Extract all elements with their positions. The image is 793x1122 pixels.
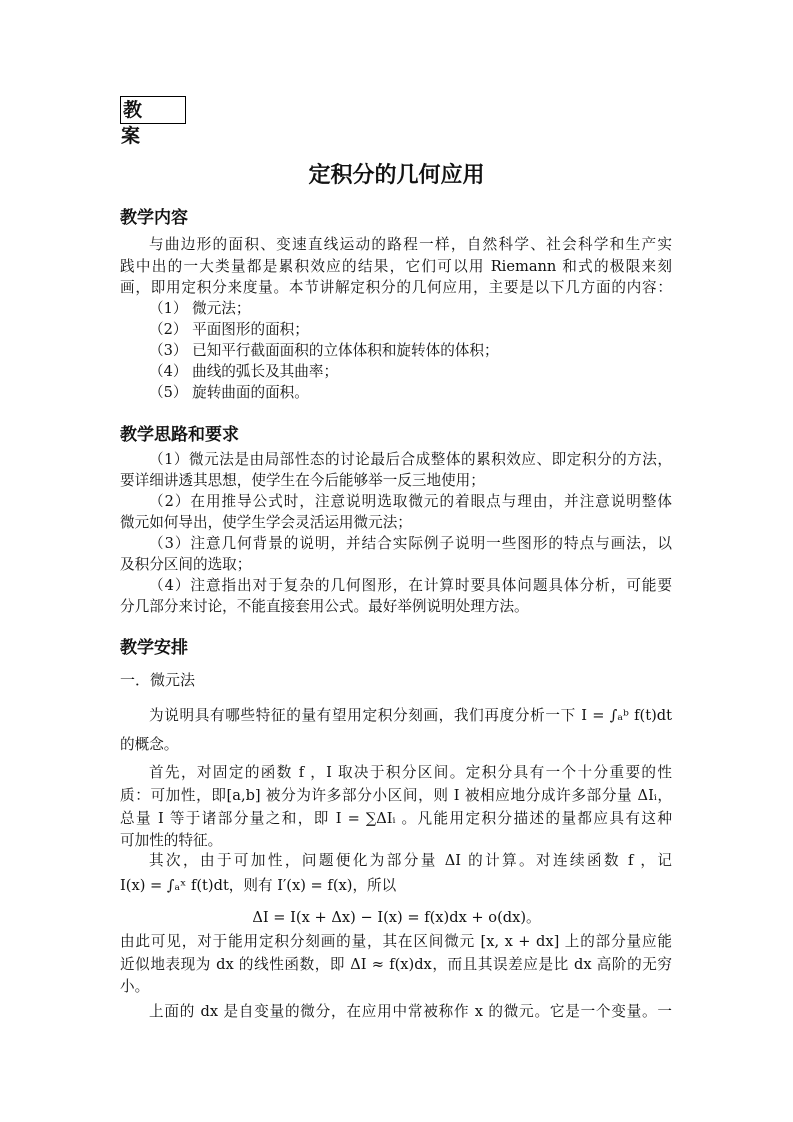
section-heading-approach: 教学思路和要求 (120, 425, 239, 445)
paragraph-line: 上面的 dx 是自变量的微分，在应用中常被称作 x 的微元。它是一个变量。一 (149, 1003, 672, 1020)
paragraph-line: 要详细讲透其思想，使学生在今后能够举一反三地使用； (120, 472, 485, 489)
paragraph-line: 首先，对固定的函数 f ，I 取决于积分区间。定积分具有一个十分重要的性 (149, 764, 672, 781)
paragraph-line: I(x) = ∫ₐˣ f(t)dt，则有 I′(x) = f(x)，所以 (120, 877, 397, 894)
paragraph-line: （1）微元法是由局部性态的讨论最后合成整体的累积效应、即定积分的方法， (149, 451, 672, 468)
paragraph-line: 分几部分来讨论，不能直接套用公式。最好举例说明处理方法。 (120, 598, 529, 615)
list-item: （5） 旋转曲面的面积。 (149, 384, 309, 401)
list-item: （3） 已知平行截面面积的立体体积和旋转体的体积； (149, 342, 499, 359)
paragraph-line: （4）注意指出对于复杂的几何图形，在计算时要具体问题具体分析，可能要 (149, 577, 672, 594)
paragraph-line: （3）注意几何背景的说明，并结合实际例子说明一些图形的特点与画法，以 (149, 535, 672, 552)
paragraph-line: 及积分区间的选取； (120, 556, 252, 573)
paragraph-line: 与曲边形的面积、变速直线运动的路程一样，自然科学、社会科学和生产实 (149, 236, 672, 253)
subsection-heading: 一．微元法 (120, 671, 196, 689)
list-item: （1） 微元法； (149, 300, 251, 317)
paragraph-line: 践中出的一大类量都是累积效应的结果，它们可以用 Riemann 和式的极限来刻 (120, 258, 672, 275)
section-heading-content: 教学内容 (120, 208, 188, 228)
display-equation: ΔI = I(x + Δx) − I(x) = f(x)dx + o(dx)。 (252, 909, 541, 926)
paragraph-line: 小。 (120, 978, 150, 995)
lesson-plan-badge: 教案 (120, 96, 186, 124)
paragraph-line: 质：可加性，即[a,b] 被分为许多部分小区间，则 I 被相应地分成许多部分量 ΔIᵢ， (120, 787, 672, 804)
paragraph-line: 微元如何导出，使学生学会灵活运用微元法； (120, 514, 412, 531)
paragraph-line: 的概念。 (120, 736, 179, 753)
paragraph-line: 画，即用定积分来度量。本节讲解定积分的几何应用，主要是以下几方面的内容： (120, 279, 672, 296)
paragraph-line: 由此可见，对于能用定积分刻画的量，其在区间微元 [x, x + dx] 上的部分量应能 (120, 933, 672, 950)
document-title: 定积分的几何应用 (308, 163, 485, 188)
paragraph-line: （2）在用推导公式时，注意说明选取微元的着眼点与理由，并注意说明整体 (149, 493, 672, 510)
list-item: （4） 曲线的弧长及其曲率； (149, 363, 339, 380)
section-heading-arrangement: 教学安排 (120, 638, 188, 658)
paragraph-line: 为说明具有哪些特征的量有望用定积分刻画，我们再度分析一下 I = ∫ₐᵇ f(t)dt (149, 707, 672, 724)
list-item: （2） 平面图形的面积； (149, 321, 309, 338)
paragraph-line: 可加性的特征。 (120, 832, 223, 849)
paragraph-line: 其次，由于可加性，问题便化为部分量 ΔI 的计算。对连续函数 f ，记 (149, 852, 672, 869)
paragraph-line: 总量 I 等于诸部分量之和，即 I = ∑ΔIᵢ 。凡能用定积分描述的量都应具有这种 (120, 810, 672, 827)
paragraph-line: 近似地表现为 dx 的线性函数，即 ΔI ≈ f(x)dx，而且其误差应是比 dx 高阶的无穷 (120, 956, 672, 973)
